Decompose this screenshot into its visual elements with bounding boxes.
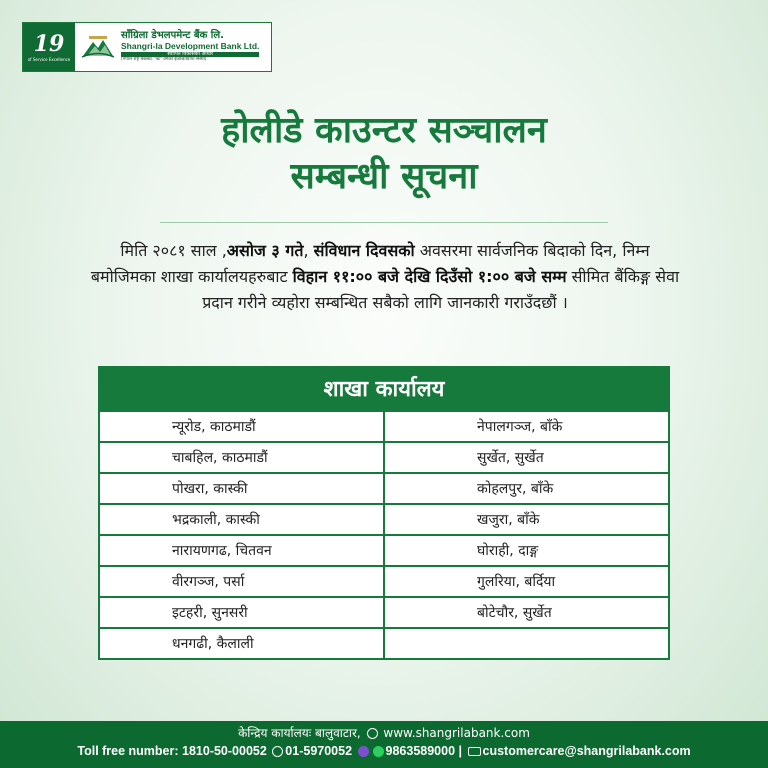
bank-emblem-icon (81, 32, 115, 62)
table-row (99, 628, 669, 659)
table-row (99, 442, 669, 473)
table-row (99, 504, 669, 535)
table-row (99, 411, 669, 442)
branch-cell: सुर्खेत, सुर्खेत (384, 442, 669, 473)
branch-cell: पोखरा, कास्की (99, 473, 384, 504)
contact-footer (0, 721, 768, 768)
table-row (99, 473, 669, 504)
phone-icon (272, 746, 283, 757)
anniversary-number: 19 (33, 30, 65, 57)
viber-icon (358, 746, 369, 757)
bank-name-english: Shangri-la Development Bank Ltd. (121, 40, 260, 51)
globe-icon (367, 728, 378, 739)
notice-text-2: , (303, 241, 314, 260)
footer-separator: | (458, 744, 463, 758)
notice-text-1: मिति २०८१ साल , (120, 241, 227, 260)
branch-cell: खजुरा, बाँके (384, 504, 669, 535)
branch-cell: बोटेचौर, सुर्खेत (384, 597, 669, 628)
page-title (0, 108, 768, 200)
table-row (99, 535, 669, 566)
notice-paragraph (88, 238, 682, 316)
notice-date: असोज ३ गते (226, 241, 304, 260)
branch-cell: कोहलपुर, बाँके (384, 473, 669, 504)
branches-table-header: शाखा कार्यालय (98, 366, 670, 410)
branch-cell (384, 628, 669, 659)
table-row (99, 566, 669, 597)
notice-occasion: संविधान दिवसको (313, 241, 415, 260)
bank-subtext: (नेपाल राष्ट्र बैंकबाट "ख" वर्गको इजाजतप्राप्त संस्था) (121, 56, 207, 62)
branch-cell: घोराही, दाङ्ग (384, 535, 669, 566)
branch-cell: वीरगञ्ज, पर्सा (99, 566, 384, 597)
mail-icon (468, 747, 481, 756)
title-line-2: सम्बन्धी सूचना (290, 156, 478, 197)
email-link[interactable]: customercare@shangrilabank.com (482, 744, 691, 758)
title-line-1: होलीडे काउन्टर सञ्चालन (221, 110, 547, 151)
branch-cell: चाबहिल, काठमाडौं (99, 442, 384, 473)
branch-cell: भद्रकाली, कास्की (99, 504, 384, 535)
tollfree-number: Toll free number: 1810-50-00052 (77, 744, 267, 758)
branch-cell: नेपालगञ्ज, बाँके (384, 411, 669, 442)
website-link[interactable]: www.shangrilabank.com (383, 726, 530, 740)
branch-cell: नारायणगढ, चितवन (99, 535, 384, 566)
notice-text-3: अवसरमा सार्वजनिक बिदाको दिन, निम्न बमोजिमका शाखा कार्यालयहरुबाट (90, 241, 650, 286)
bank-slogan: स्थापित विकासको आधार (121, 52, 259, 57)
branch-cell: गुलरिया, बर्दिया (384, 566, 669, 597)
branch-cell: न्यूरोड, काठमाडौं (99, 411, 384, 442)
bank-brand (75, 23, 271, 71)
whatsapp-icon (373, 746, 384, 757)
bank-name-nepali: साँग्रिला डेभलपमेन्ट बैंक लि. (121, 30, 224, 42)
notice-text-4: सीमित बैंकिङ्ग सेवा प्रदान गरीने व्यहोरा सम्बन्धित सबैको लागि जानकारी गराउँदछौं । (202, 267, 680, 312)
phone-number[interactable]: 01-5970052 (285, 744, 353, 758)
notice-time: विहान ११:०० बजे देखि दिउँसो १:०० बजे सम्म (292, 267, 567, 286)
title-divider (160, 222, 608, 223)
branch-cell: धनगढी, कैलाली (99, 628, 384, 659)
anniversary-badge (23, 23, 75, 71)
head-office-label: केन्द्रिय कार्यालयः बालुवाटार, (238, 726, 361, 740)
bank-logo (22, 22, 272, 72)
branches-table (98, 366, 670, 660)
branch-cell: इटहरी, सुनसरी (99, 597, 384, 628)
table-row (99, 597, 669, 628)
mobile-number[interactable]: 9863589000 (385, 744, 456, 758)
anniversary-tagline: of Service Excellence (27, 56, 71, 62)
